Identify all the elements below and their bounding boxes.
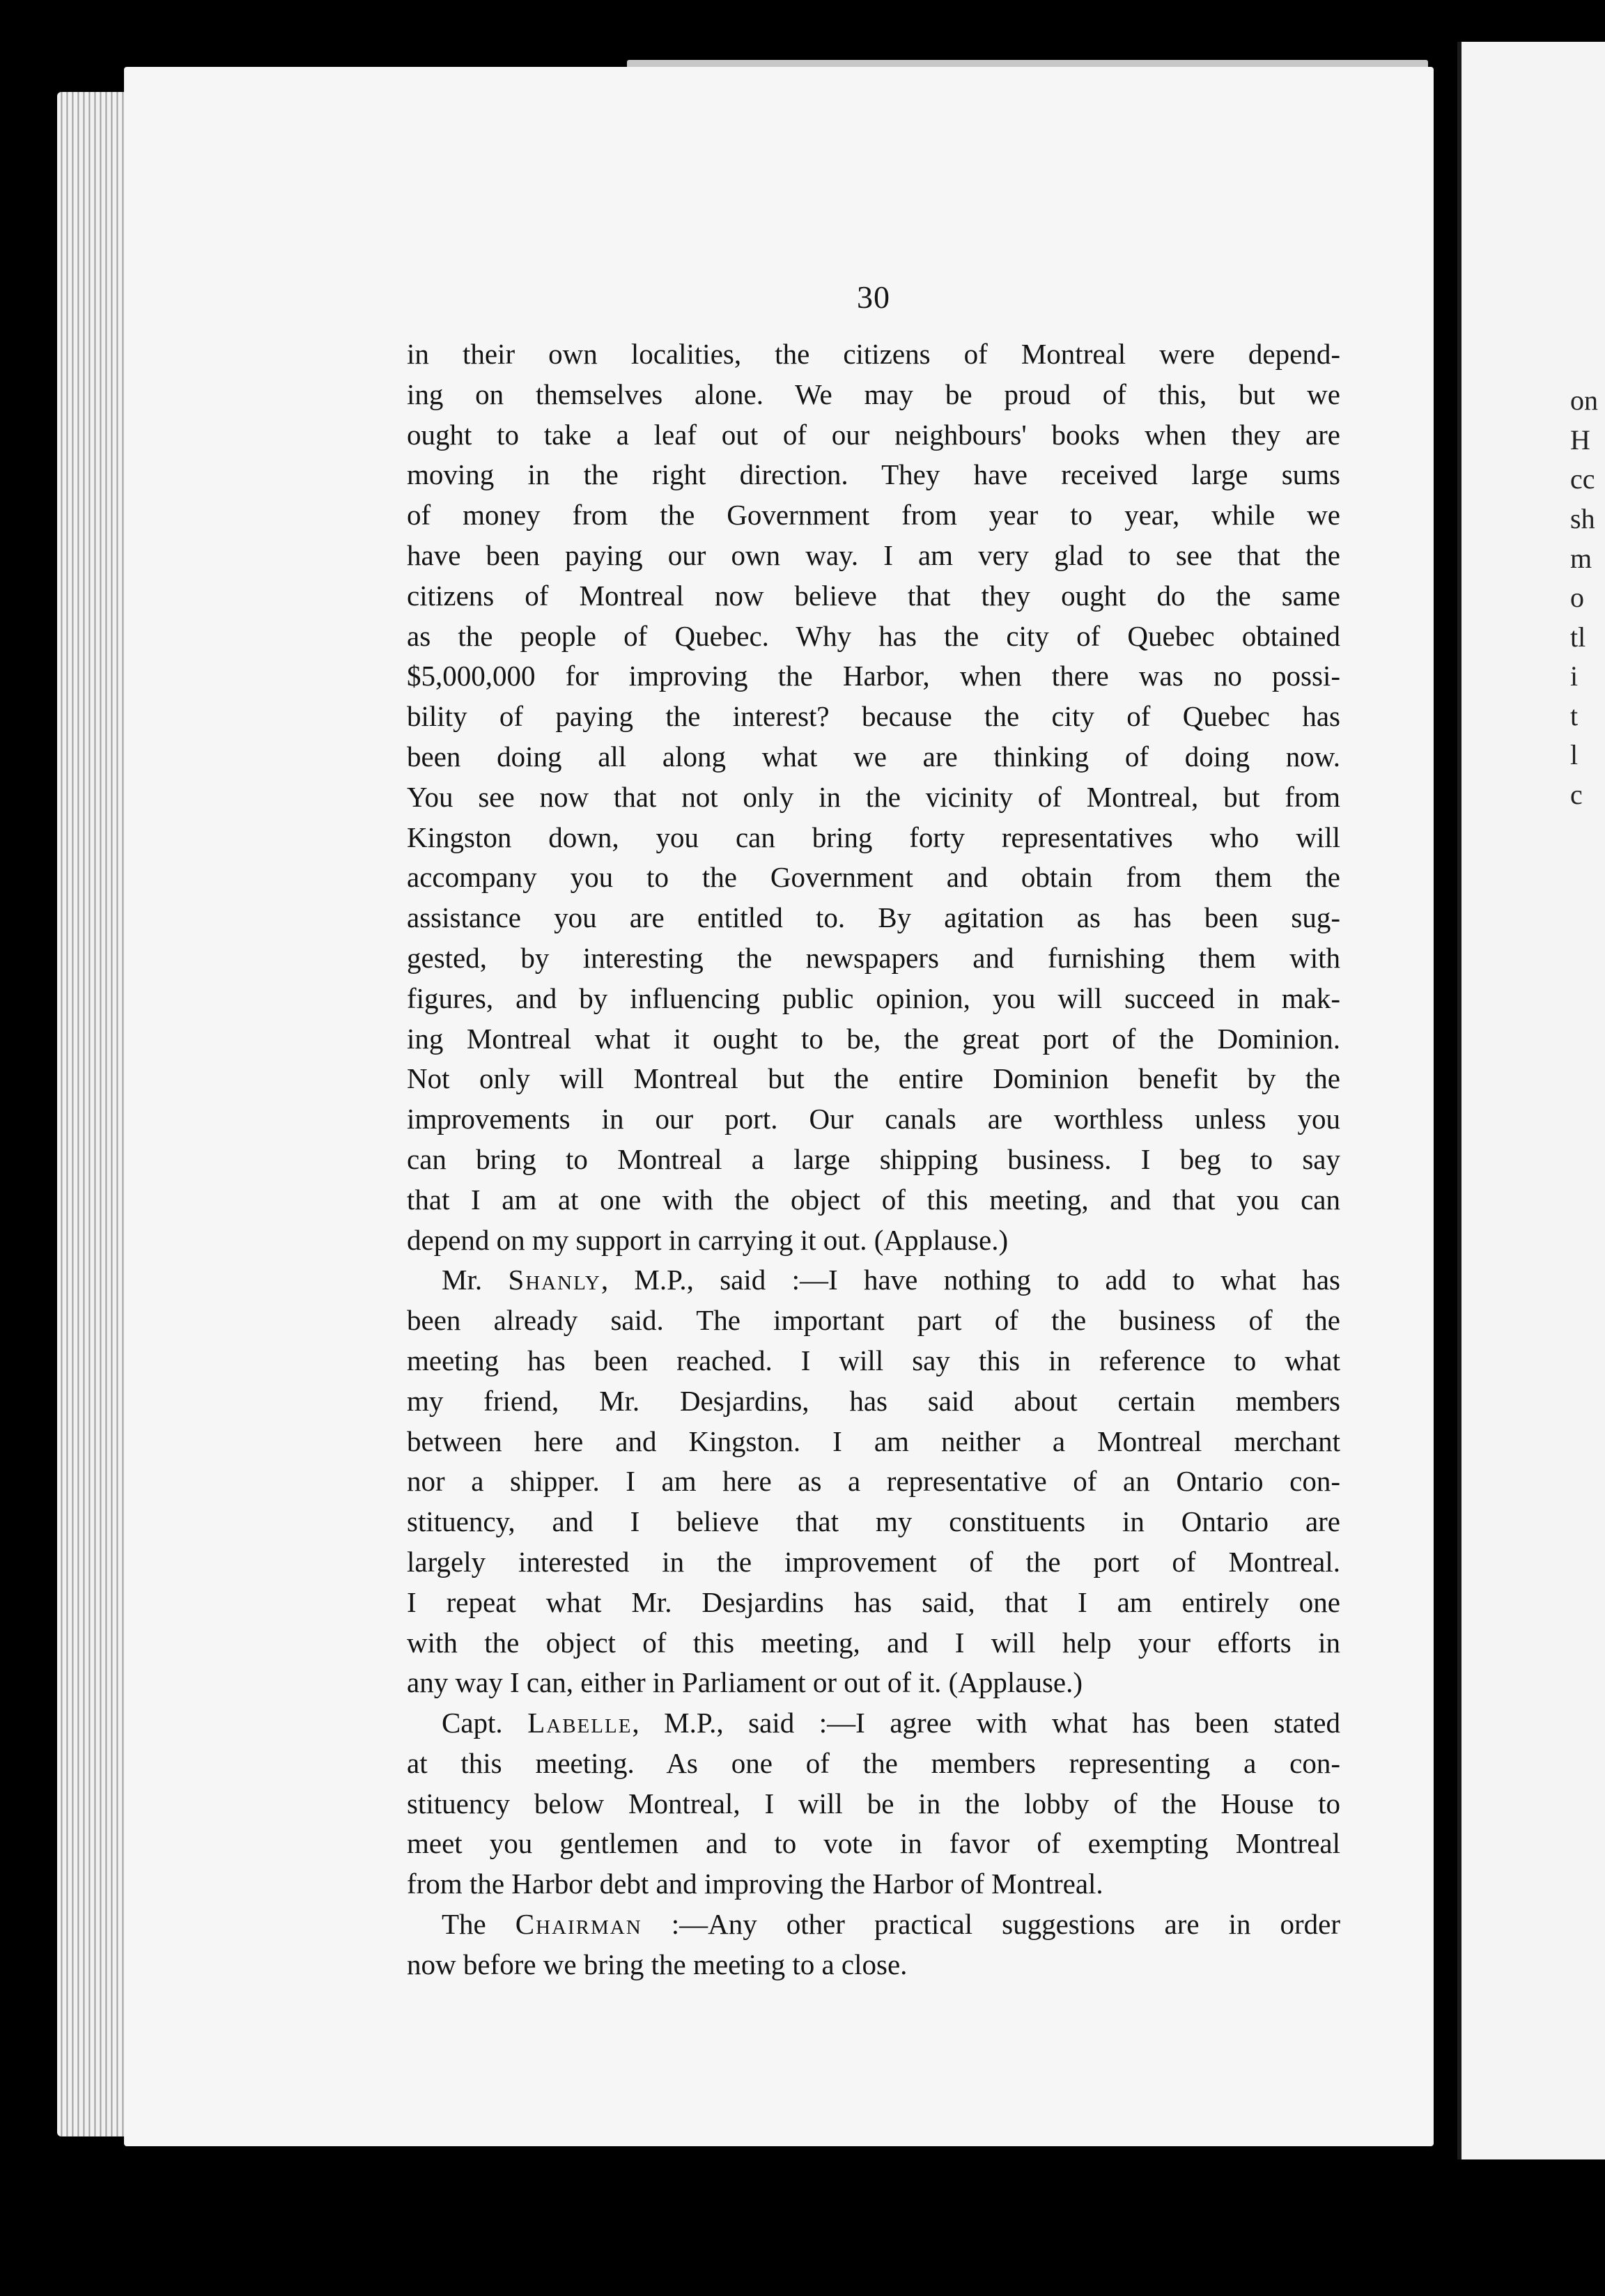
text-line: largely interested in the improvement of the port of Montreal. xyxy=(407,1545,1340,1578)
adjacent-page-fragment: l xyxy=(1570,739,1579,770)
text-line: any way I can, either in Parliament or out of it. (Applause.) xyxy=(407,1666,1083,1699)
text-line: stituency, and I believe that my constituents in Ontario are xyxy=(407,1505,1340,1538)
speaker-name: Labelle xyxy=(527,1707,633,1739)
adjacent-page-fragment: t xyxy=(1570,700,1579,731)
text-line: meeting has been reached. I will say this in reference to what xyxy=(407,1344,1340,1376)
text-line: meet you gentlemen and to vote in favor of exempting Montreal xyxy=(407,1827,1340,1860)
text-line: in their own localities, the citizens of Montreal were depend- xyxy=(407,338,1340,370)
text-line: been already said. The important part of the business of the xyxy=(407,1304,1340,1337)
page-body-text xyxy=(407,334,1340,1985)
text-line xyxy=(407,1905,1340,1945)
text-line: depend on my support in carrying it out. (Applause.) xyxy=(407,1223,1009,1256)
text-line: of money from the Government from year to year, while we xyxy=(407,499,1340,532)
text-line: between here and Kingston. I am neither a Montreal merchant xyxy=(407,1425,1340,1457)
text-line: now before we bring the meeting to a close. xyxy=(407,1948,908,1980)
adjacent-page-fragment: o xyxy=(1570,582,1584,613)
speaker-text: , M.P., said :—I agree with what has been stated xyxy=(632,1707,1340,1739)
text-line: gested, by interesting the newspapers and furnishing them with xyxy=(407,941,1340,974)
text-line xyxy=(407,1703,1340,1744)
adjacent-page xyxy=(1457,42,1605,2159)
text-line: been doing all along what we are thinking of doing now. xyxy=(407,740,1340,773)
text-line: assistance you are entitled to. By agitation as has been sug- xyxy=(407,901,1340,934)
speaker-text: , M.P., said :—I have nothing to add to what has xyxy=(600,1264,1340,1296)
adjacent-page-fragment: cc xyxy=(1570,463,1595,495)
text-line: $5,000,000 for improving the Harbor, when there was no possi- xyxy=(407,660,1340,692)
text-line: as the people of Quebec. Why has the city of Quebec obtained xyxy=(407,619,1340,652)
speaker-name: Chairman xyxy=(515,1908,642,1941)
adjacent-page-fragment: sh xyxy=(1570,503,1595,534)
adjacent-page-fragment: H xyxy=(1570,424,1590,456)
text-line: You see now that not only in the vicinity of Montreal, but from xyxy=(407,780,1340,813)
adjacent-page-fragment: m xyxy=(1570,543,1592,574)
text-line: from the Harbor debt and improving the Harbor of Montreal. xyxy=(407,1868,1103,1900)
adjacent-page-fragment: on xyxy=(1570,385,1598,416)
text-line: can bring to Montreal a large shipping business. I beg to say xyxy=(407,1142,1340,1175)
speaker-prefix: Capt. xyxy=(442,1707,528,1739)
adjacent-page-fragment: tl xyxy=(1570,621,1586,653)
text-line: that I am at one with the object of this meeting, and that you can xyxy=(407,1183,1340,1216)
page-edges xyxy=(57,92,134,2136)
text-line: ought to take a leaf out of our neighbours' books when they are xyxy=(407,418,1340,451)
text-line: Kingston down, you can bring forty representatives who will xyxy=(407,821,1340,853)
text-line: with the object of this meeting, and I will help your efforts in xyxy=(407,1626,1340,1659)
adjacent-page-fragment: i xyxy=(1570,660,1579,692)
text-line: stituency below Montreal, I will be in the lobby of the House to xyxy=(407,1787,1340,1820)
text-line: have been paying our own way. I am very glad to see that the xyxy=(407,538,1340,571)
text-line: ing on themselves alone. We may be proud of this, but we xyxy=(407,378,1340,410)
text-line: at this meeting. As one of the members representing a con- xyxy=(407,1746,1340,1779)
text-line: my friend, Mr. Desjardins, has said about certain members xyxy=(407,1384,1340,1417)
text-line: figures, and by influencing public opinion, you will succeed in mak- xyxy=(407,982,1340,1014)
text-line xyxy=(407,1260,1340,1301)
text-line: I repeat what Mr. Desjardins has said, that I am entirely one xyxy=(407,1585,1340,1618)
text-line: accompany you to the Government and obtain from them the xyxy=(407,861,1340,894)
text-line: ing Montreal what it ought to be, the great port of the Dominion. xyxy=(407,1022,1340,1055)
text-line: nor a shipper. I am here as a representative of an Ontario con- xyxy=(407,1465,1340,1498)
page-number: 30 xyxy=(857,279,890,315)
speaker-text: :—Any other practical suggestions are in order xyxy=(642,1908,1340,1941)
text-line: moving in the right direction. They have received large sums xyxy=(407,458,1340,491)
adjacent-page-fragment: c xyxy=(1570,779,1583,810)
speaker-prefix: The xyxy=(442,1908,515,1941)
speaker-name: Shanly xyxy=(508,1264,601,1296)
text-line: citizens of Montreal now believe that they ought do the same xyxy=(407,579,1340,612)
text-line: improvements in our port. Our canals are worthless unless you xyxy=(407,1103,1340,1135)
text-line: Not only will Montreal but the entire Dominion benefit by the xyxy=(407,1062,1340,1095)
speaker-prefix: Mr. xyxy=(442,1264,509,1296)
text-line: bility of paying the interest? because the city of Quebec has xyxy=(407,700,1340,733)
